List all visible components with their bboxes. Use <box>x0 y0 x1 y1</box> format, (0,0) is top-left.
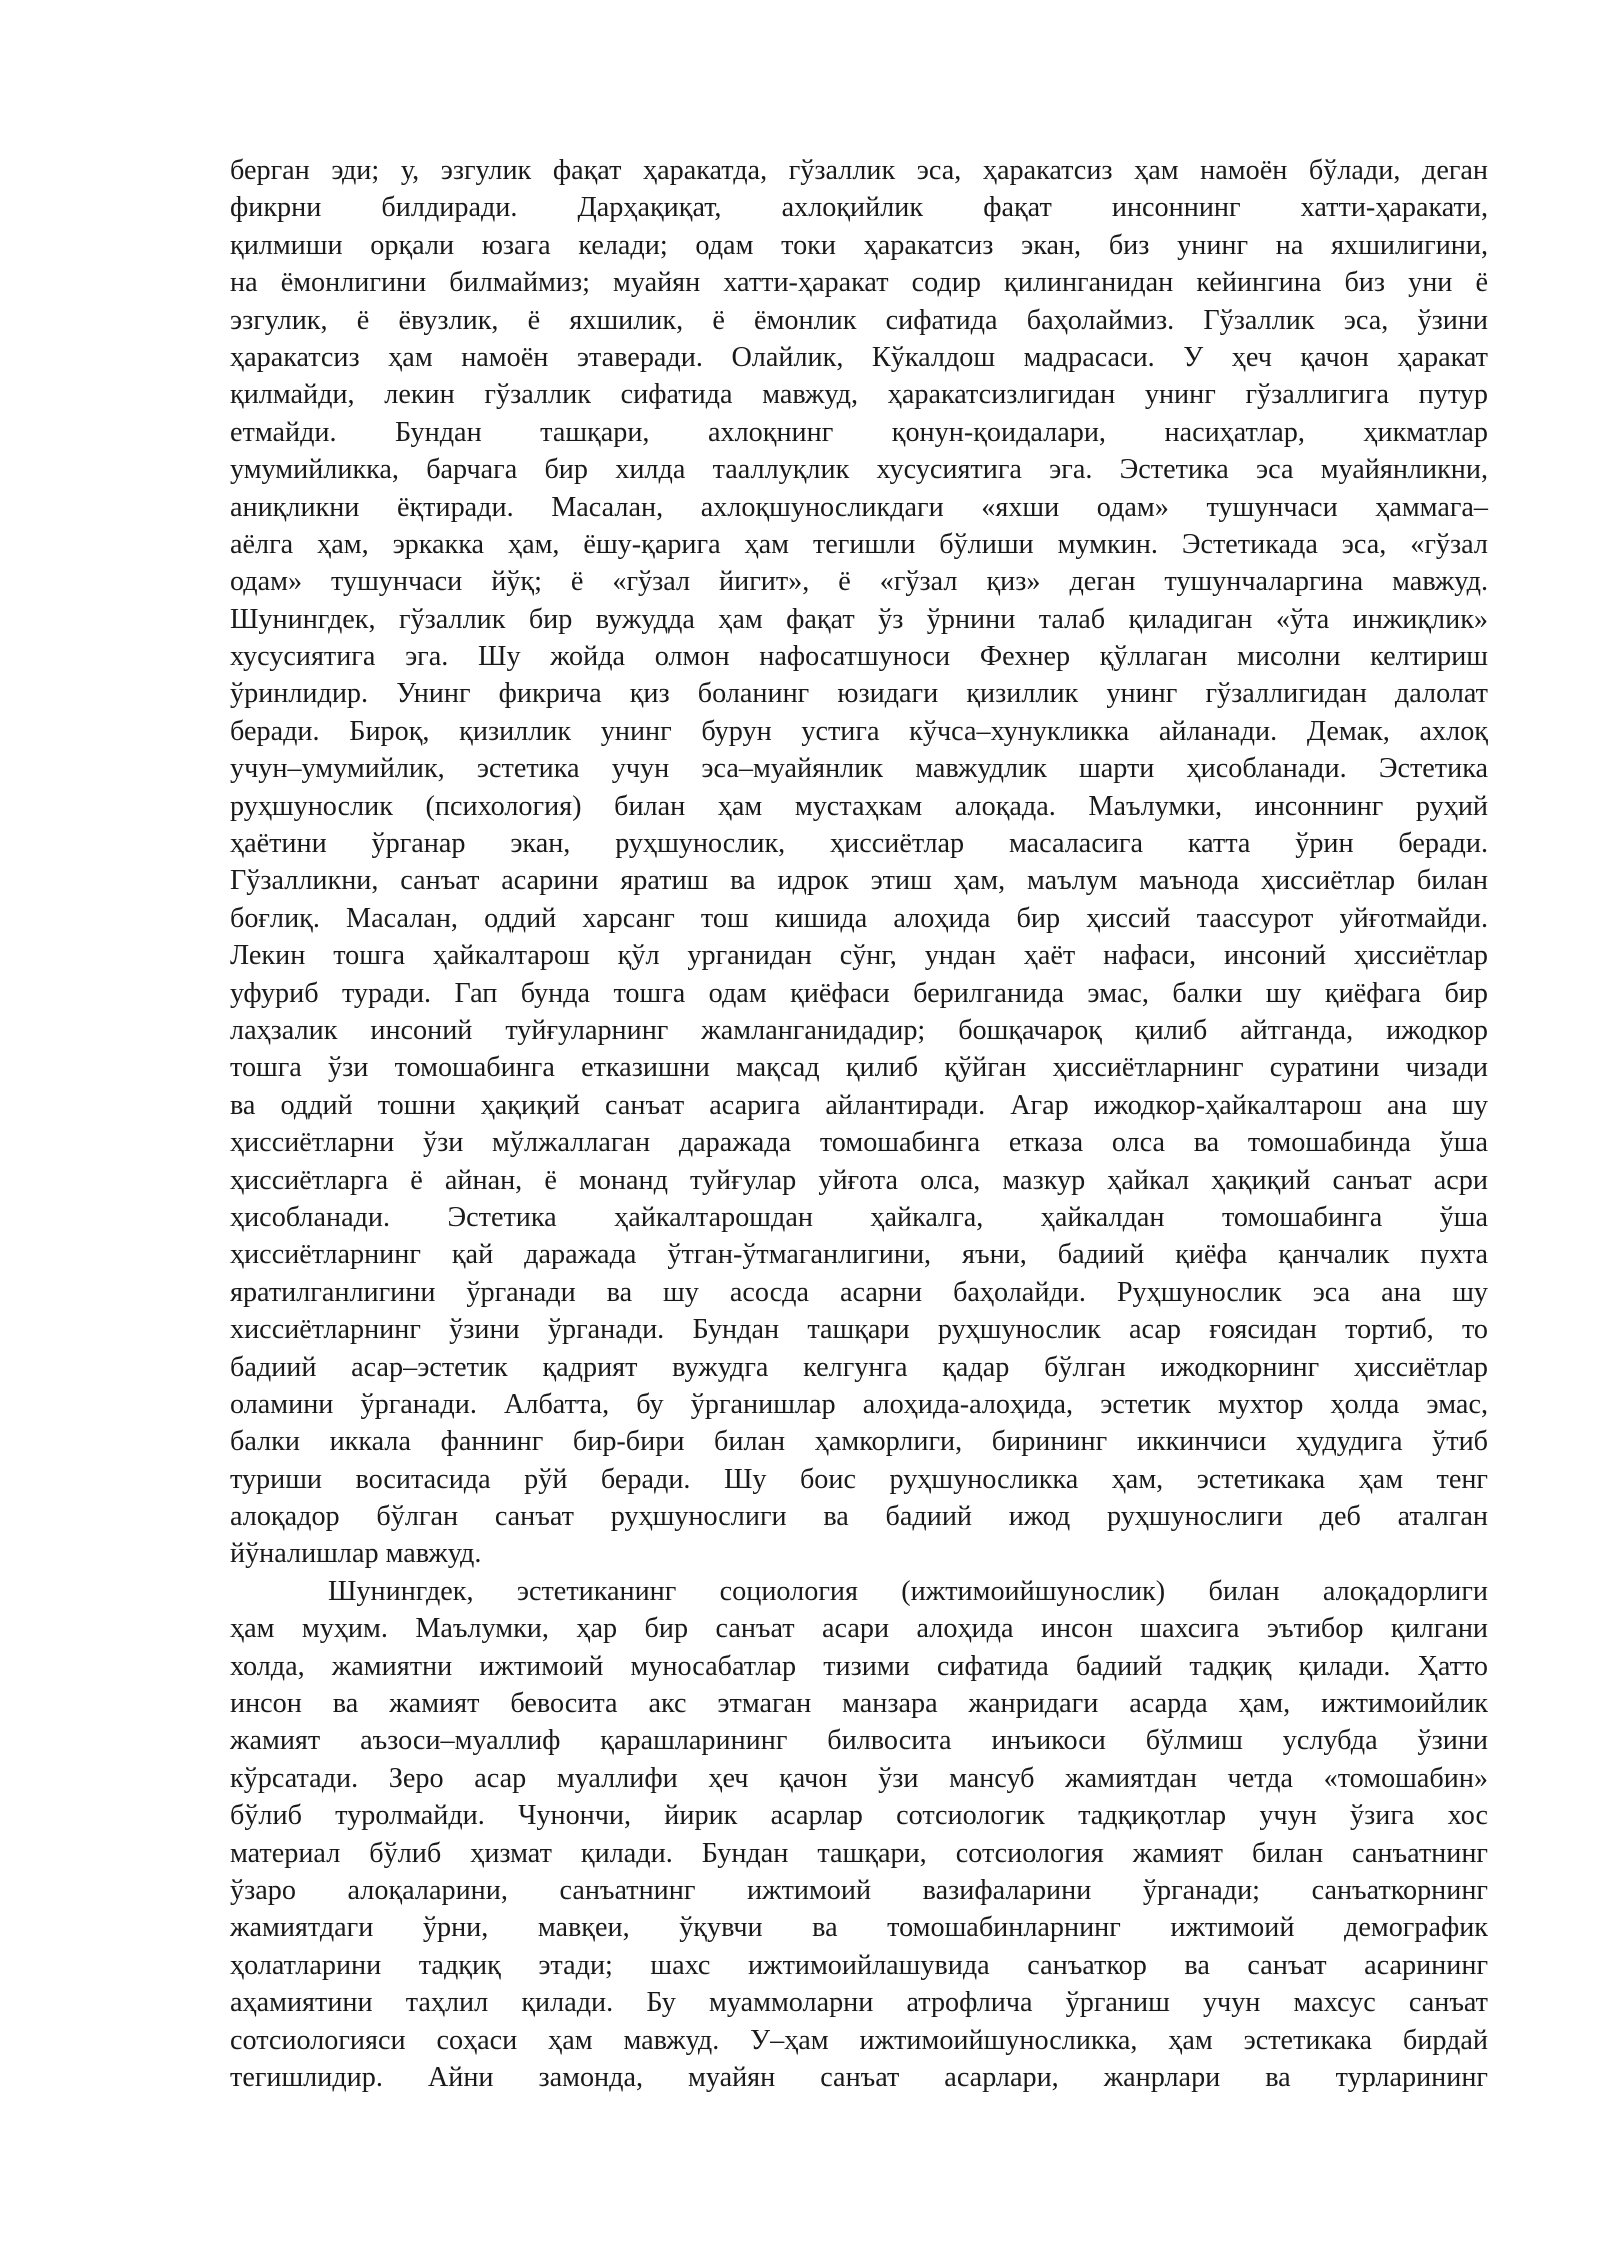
text-line: учун–умумийлик, эстетика учун эса–муайянлик мавжудлик шарти ҳисобланади. Эстетика <box>230 753 1488 785</box>
text-line: ҳиссиётларга ё айнан, ё монанд туйғулар уйғота олса, мазкур ҳайкал ҳақиқий санъат асри <box>230 1164 1488 1196</box>
text-line: руҳшунослик (психология) билан ҳам мустаҳкам алоқада. Маълумки, инсоннинг руҳий <box>230 790 1488 822</box>
text-line: Гўзалликни, санъат асарини яратиш ва идрок этиш ҳам, маълум маънода ҳиссиётлар билан <box>230 865 1488 897</box>
text-line: жамиятдаги ўрни, мавқеи, ўқувчи ва томошабинларнинг ижтимоий демографик <box>230 1912 1488 1944</box>
text-line: лаҳзалик инсоний туйғуларнинг жамланганидадир; бошқачароқ қилиб айтганда, ижодкор <box>230 1014 1488 1046</box>
text-line: уфуриб туради. Гап бунда тошга одам қиёфаси берилганида эмас, балки шу қиёфага бир <box>230 977 1488 1009</box>
text-line: одам» тушунчаси йўқ; ё «гўзал йигит», ё «гўзал қиз» деган тушунчаларгина мавжуд. <box>230 566 1488 598</box>
text-line: тошга ўзи томошабинга етказишни мақсад қилиб қўйган ҳиссиётларнинг суратини чизади <box>230 1052 1488 1084</box>
text-line: етмайди. Бундан ташқари, ахлоқнинг қонун-қоидалари, насиҳатлар, ҳикматлар <box>230 416 1488 448</box>
text-line: боғлиқ. Масалан, оддий харсанг тош кишида алоҳида бир ҳиссий таассурот уйғотмайди. <box>230 902 1488 934</box>
text-line: холда, жамиятни ижтимоий муносабатлар тизими сифатида бадиий тадқиқ қилади. Ҳатто <box>230 1650 1488 1682</box>
text-line: аниқликни ёқтиради. Масалан, ахлоқшуносликдаги «яхши одам» тушунчаси ҳаммага– <box>230 491 1488 523</box>
text-line: фикрни билдиради. Дарҳақиқат, ахлоқийлик фақат инсоннинг хатти-ҳаракати, <box>230 192 1488 224</box>
text-line: туриши воситасида рўй беради. Шу боис руҳшуносликка ҳам, эстетикака ҳам тенг <box>230 1463 1488 1495</box>
text-line: хиссиётларнинг ўзини ўрганади. Бундан ташқари руҳшунослик асар ғоясидан тортиб, то <box>230 1314 1488 1346</box>
text-line: ҳаракатсиз ҳам намоён этаверади. Олайлик, Кўкалдош мадрасаси. У ҳеч қачон ҳаракат <box>230 341 1488 373</box>
text-line: эзгулик, ё ёвузлик, ё яхшилик, ё ёмонлик сифатида баҳолаймиз. Гўзаллик эса, ўзини <box>230 304 1488 336</box>
text-line: Шунингдек, эстетиканинг социология (ижтимоийшунослик) билан алоқадорлиги <box>328 1575 1488 1607</box>
text-line: ҳисобланади. Эстетика ҳайкалтарошдан ҳайкалга, ҳайкалдан томошабинга ўша <box>230 1201 1488 1233</box>
paragraph-2 <box>230 1573 1488 2096</box>
text-line: материал бўлиб ҳизмат қилади. Бундан ташқари, сотсиология жамият билан санъатнинг <box>230 1837 1488 1869</box>
text-line: ва оддий тошни ҳақиқий санъат асарига айлантиради. Агар ижодкор-ҳайкалтарош ана шу <box>230 1089 1488 1121</box>
text-line: ҳиссиётларни ўзи мўлжаллаган даражада томошабинга етказа олса ва томошабинда ўша <box>230 1127 1488 1159</box>
text-line: ҳиссиётларнинг қай даражада ўтган-ўтмаганлигини, яъни, бадиий қиёфа қанчалик пухта <box>230 1239 1488 1271</box>
text-line: оламини ўрганади. Албатта, бу ўрганишлар алоҳида-алоҳида, эстетик мухтор ҳолда эмас, <box>230 1388 1488 1420</box>
text-line: аёлга ҳам, эркакка ҳам, ёшу-қарига ҳам тегишли бўлиши мумкин. Эстетикада эса, «гўзал <box>230 528 1488 560</box>
text-line: қилмайди, лекин гўзаллик сифатида мавжуд, ҳаракатсизлигидан унинг гўзаллигига путур <box>230 379 1488 411</box>
text-line: тегишлидир. Айни замонда, муайян санъат асарлари, жанрлари ва турларининг <box>230 2061 1488 2093</box>
text-line: беради. Бироқ, қизиллик унинг бурун устига кўчса–хунукликка айланади. Демак, ахлоқ <box>230 715 1488 747</box>
text-line: Лекин тошга ҳайкалтарош қўл урганидан сўнг, ундан ҳаёт нафаси, инсоний ҳиссиётлар <box>230 940 1488 972</box>
text-line: ҳам муҳим. Маълумки, ҳар бир санъат асари алоҳида инсон шахсига эътибор қилгани <box>230 1613 1488 1645</box>
text-line: инсон ва жамият бевосита акс этмаган манзара жанридаги асарда ҳам, ижтимоийлик <box>230 1688 1488 1720</box>
text-line: балки иккала фаннинг бир-бири билан ҳамкорлиги, бирининг иккинчиси ҳудудига ўтиб <box>230 1426 1488 1458</box>
text-line: на ёмонлигини билмаймиз; муайян хатти-ҳаракат содир қилинганидан кейингина биз уни ё <box>230 267 1488 299</box>
text-line: ўзаро алоқаларини, санъатнинг ижтимоий вазифаларини ўрганади; санъаткорнинг <box>230 1874 1488 1906</box>
text-line: хусусиятига эга. Шу жойда олмон нафосатшуноси Фехнер қўллаган мисолни келтириш <box>230 641 1488 673</box>
text-line: ҳолатларини тадқиқ этади; шахс ижтимоийлашувида санъаткор ва санъат асарининг <box>230 1949 1488 1981</box>
text-line: бўлиб туролмайди. Чунончи, йирик асарлар сотсиологик тадқиқотлар учун ўзига хос <box>230 1800 1488 1832</box>
text-line: яратилганлигини ўрганади ва шу асосда асарни баҳолайди. Руҳшунослик эса ана шу <box>230 1276 1488 1308</box>
paragraph-1 <box>230 152 1488 1573</box>
text-line: кўрсатади. Зеро асар муаллифи ҳеч қачон ўзи мансуб жамиятдан четда «томошабин» <box>230 1762 1488 1794</box>
text-line: алоқадор бўлган санъат руҳшунослиги ва бадиий ижод руҳшунослиги деб аталган <box>230 1501 1488 1533</box>
text-line: Шунингдек, гўзаллик бир вужудда ҳам фақат ўз ўрнини талаб қиладиган «ўта инжиқлик» <box>230 603 1488 635</box>
text-line: умумийликка, барчага бир хилда тааллуқлик хусусиятига эга. Эстетика эса муайянликни, <box>230 454 1488 486</box>
text-line: берган эди; у, эзгулик фақат ҳаракатда, гўзаллик эса, ҳаракатсиз ҳам намоён бўлади, деган <box>230 155 1488 186</box>
text-line: жамият аъзоси–муаллиф қарашларининг билвосита инъикоси бўлмиш услубда ўзини <box>230 1725 1488 1757</box>
body-text <box>230 152 1488 2096</box>
text-line: аҳамиятини таҳлил қилади. Бу муаммоларни атрофлича ўрганиш учун махсус санъат <box>230 1987 1488 2019</box>
text-line: ҳаётини ўрганар экан, руҳшунослик, ҳиссиётлар масаласига катта ўрин беради. <box>230 828 1488 860</box>
text-line: бадиий асар–эстетик қадрият вужудга келгунга қадар бўлган ижодкорнинг ҳиссиётлар <box>230 1351 1488 1383</box>
text-line: ўринлидир. Унинг фикрича қиз боланинг юзидаги қизиллик унинг гўзаллигидан далолат <box>230 678 1488 710</box>
text-line: йўналишлар мавжуд. <box>230 1538 482 1570</box>
text-line: сотсиологияси соҳаси ҳам мавжуд. У–ҳам ижтимоийшуносликка, ҳам эстетикака бирдай <box>230 2024 1488 2056</box>
text-line: қилмиши орқали юзага келади; одам токи ҳаракатсиз экан, биз унинг на яхшилигини, <box>230 229 1488 261</box>
